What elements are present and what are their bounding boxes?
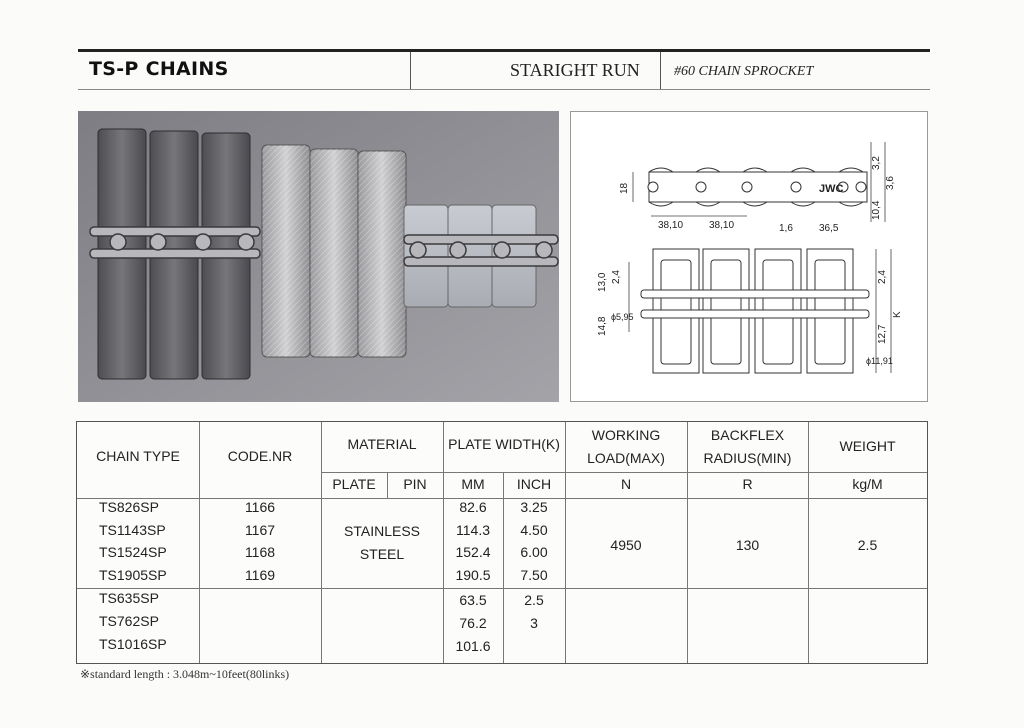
table-hline (77, 588, 927, 589)
subheader-kgm: kg/M (852, 476, 883, 492)
dim-10-4: 10,4 (871, 200, 882, 220)
header-top-rule (78, 49, 930, 52)
run-label: STARIGHT RUN (510, 60, 640, 80)
table-vline (321, 422, 322, 663)
row-chain-type: TS1016SP (99, 636, 167, 652)
subheader-plate: PLATE (332, 476, 376, 492)
header-working-load-sub: LOAD(MAX) (587, 450, 665, 466)
dim-1-6: 1,6 (779, 223, 793, 234)
page-header (78, 49, 930, 91)
row-mm: 152.4 (455, 544, 491, 560)
header-divider (410, 52, 411, 89)
dimension-drawing (571, 112, 929, 403)
row-inch: 3 (530, 615, 538, 631)
header-backflex: BACKFLEX (710, 427, 785, 443)
subheader-inch: INCH (516, 476, 552, 492)
sprocket-label: #60 CHAIN SPROCKET (674, 64, 814, 79)
header-weight: WEIGHT (839, 438, 896, 454)
dim-phi-11-91: ϕ11,91 (866, 356, 893, 366)
row-inch: 3.25 (520, 499, 548, 515)
technical-drawing (570, 111, 928, 402)
dim-36-5: 36,5 (819, 223, 839, 234)
row-mm: 76.2 (459, 615, 487, 631)
header-chain-type: CHAIN TYPE (96, 448, 180, 464)
header-divider (660, 52, 661, 89)
row-code: 1168 (244, 544, 276, 560)
row-mm: 82.6 (459, 499, 487, 515)
dim-14-8: 14,8 (597, 316, 608, 336)
material-steel: STEEL (359, 546, 405, 562)
weight-value: 2.5 (857, 537, 878, 553)
header-backflex-sub: RADIUS(MIN) (703, 450, 792, 466)
dim-3-6: 3,6 (885, 176, 896, 190)
page-title: TS-P CHAINS (89, 58, 229, 80)
dim-12-7: 12,7 (877, 324, 888, 344)
header-plate-width: PLATE WIDTH(K) (448, 436, 560, 452)
dim-13-0: 13,0 (597, 272, 608, 292)
dim-2-4-right: 2,4 (877, 270, 888, 284)
chain-photo-illustration (78, 111, 559, 402)
subheader-mm: MM (461, 476, 485, 492)
row-chain-type: TS826SP (99, 499, 159, 515)
dim-phi-5-95: ϕ5,95 (611, 312, 634, 322)
row-inch: 4.50 (520, 522, 548, 538)
row-code: 1167 (244, 522, 276, 538)
row-chain-type: TS1143SP (99, 522, 166, 538)
row-code: 1166 (244, 499, 276, 515)
row-chain-type: TS1905SP (99, 567, 167, 583)
dim-k: K (892, 311, 903, 318)
header-material: MATERIAL (347, 436, 417, 452)
row-inch: 6.00 (520, 544, 548, 560)
footnote: ※standard length : 3.048m~10feet(80links) (80, 667, 290, 681)
row-chain-type: TS635SP (99, 590, 159, 606)
subheader-pin: PIN (403, 476, 427, 492)
dim-pitch-2: 38,10 (709, 220, 735, 231)
header-code: CODE.NR (227, 448, 293, 464)
working-load-value: 4950 (610, 537, 642, 553)
jwc-logo: JWC (819, 183, 844, 195)
row-mm: 190.5 (455, 567, 491, 583)
backflex-value: 130 (735, 537, 760, 553)
material-stainless: STAINLESS (344, 523, 420, 539)
row-chain-type: TS1524SP (99, 544, 167, 560)
row-chain-type: TS762SP (99, 613, 159, 629)
spec-table (76, 421, 928, 664)
product-photo (78, 111, 559, 402)
header-working-load: WORKING (591, 427, 661, 443)
dim-2-4-left: 2,4 (611, 270, 622, 284)
table-hline (321, 472, 927, 473)
header-bottom-rule (78, 89, 930, 90)
row-code: 1169 (244, 567, 276, 583)
row-inch: 2.5 (524, 592, 544, 608)
row-inch: 7.50 (520, 567, 548, 583)
subheader-n: N (620, 476, 632, 492)
dim-18: 18 (619, 182, 630, 194)
dim-pitch-1: 38,10 (658, 220, 684, 231)
dim-3-2: 3,2 (871, 156, 882, 170)
row-mm: 114.3 (456, 522, 490, 538)
row-mm: 63.5 (459, 592, 487, 608)
subheader-r: R (742, 476, 753, 492)
row-mm: 101.6 (455, 638, 491, 654)
